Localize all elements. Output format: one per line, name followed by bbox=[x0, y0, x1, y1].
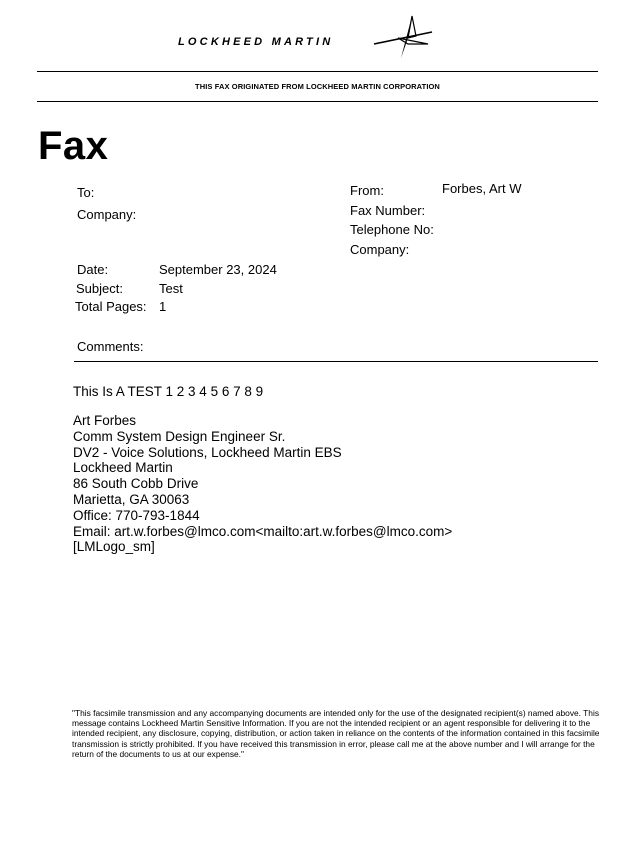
message-test-line: This Is A TEST 1 2 3 4 5 6 7 8 9 bbox=[73, 384, 264, 399]
origin-banner: THIS FAX ORIGINATED FROM LOCKHEED MARTIN CORPORATION bbox=[195, 82, 440, 91]
signature-line: 86 South Cobb Drive bbox=[73, 476, 199, 492]
subject-label: Subject: bbox=[76, 281, 123, 296]
header-top-rule bbox=[37, 71, 598, 72]
signature-line: Office: 770-793-1844 bbox=[73, 507, 200, 523]
signature-line: Lockheed Martin bbox=[73, 460, 173, 476]
comments-label: Comments: bbox=[77, 339, 144, 354]
confidentiality-disclaimer: "This facsimile transmission and any accompanying documents are intended only for the use of the designated recipient(s) named above. This message contains Lockheed Martin Sensitive Information. If you are not the intended recipient or an agent responsible for delivering it to the intended recipient, any disclosure, copying, distribution, or action taken in reliance on the contents of the information contained in this facsimile transmission is strictly prohibited. If you have received this transmission in error, please call me at the above number and I will arrange for the return of the documents to us at our expense." bbox=[72, 708, 600, 759]
total-pages-label: Total Pages: bbox=[75, 299, 147, 314]
signature-email-line: Email: art.w.forbes@lmco.com<mailto:art.w.forbes@lmco.com> bbox=[73, 523, 453, 539]
total-pages-value: 1 bbox=[159, 299, 167, 314]
lockheed-star-icon bbox=[372, 14, 434, 60]
header-bottom-rule bbox=[37, 101, 598, 102]
subject-value: Test bbox=[159, 281, 183, 296]
from-label: From: bbox=[350, 183, 384, 198]
page-title: Fax bbox=[38, 124, 109, 168]
signature-block bbox=[73, 413, 452, 555]
sender-company-label: Company: bbox=[350, 242, 410, 257]
signature-line: Comm System Design Engineer Sr. bbox=[73, 428, 286, 444]
fax-number-label: Fax Number: bbox=[350, 203, 426, 218]
date-label: Date: bbox=[77, 262, 109, 277]
signature-line: Marietta, GA 30063 bbox=[73, 491, 190, 507]
telephone-label: Telephone No: bbox=[350, 222, 434, 237]
date-value: September 23, 2024 bbox=[159, 262, 277, 277]
company-logo-text: LOCKHEED MARTIN bbox=[178, 36, 334, 48]
from-value: Forbes, Art W bbox=[442, 181, 522, 196]
signature-line: Art Forbes bbox=[73, 413, 137, 428]
comments-rule bbox=[74, 361, 598, 362]
to-label: To: bbox=[77, 185, 95, 200]
signature-line: DV2 - Voice Solutions, Lockheed Martin EBS bbox=[73, 444, 342, 460]
recipient-company-label: Company: bbox=[77, 207, 137, 222]
signature-line: [LMLogo_sm] bbox=[73, 539, 155, 555]
